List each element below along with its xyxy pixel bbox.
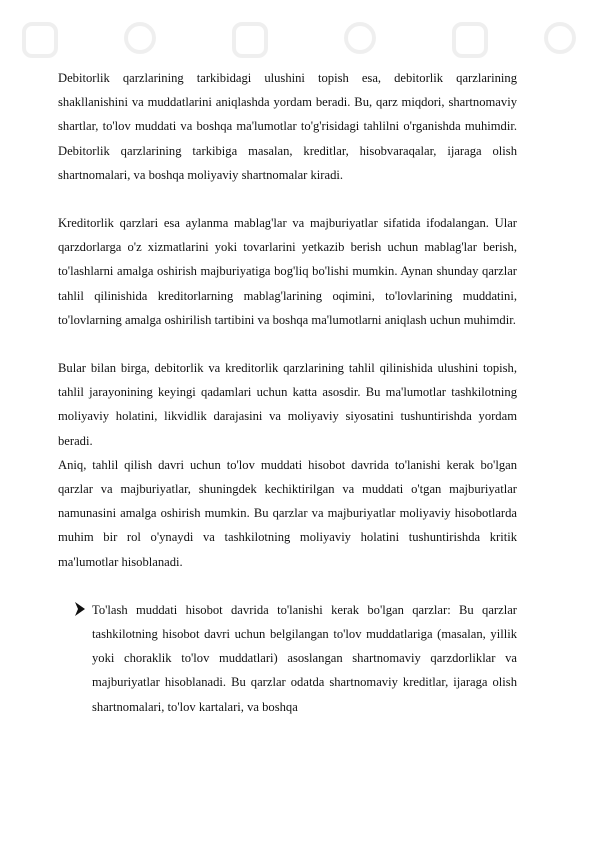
paragraph-ulush: Bular bilan birga, debitorlik va kreditorlik qarzlarining tahlil qilinishida ulushini topish, tahlil jarayonining keyingi qadamlari uchun katta asosdir. Bu ma'lumotlar tashkilotning moliyaviy holatini, likvidlik darajasini va moliyaviy siyosatini tushuntirishda yordam beradi. xyxy=(58,361,517,448)
paragraph-gap xyxy=(58,574,517,598)
faint-logo-watermark-icon xyxy=(340,18,380,58)
paragraph-kreditorlik: Kreditorlik qarzlari esa aylanma mablag'lar va majburiyatlar sifatida ifodalangan. Ular qarzdorlarga o'z xizmatlarini yoki tovarlarini yetkazib berish uchun mablag'lar berish, to'lashlarni amalga oshirish majburiyatiga bog'liq bo'lishi mumkin. Aynan shunday qarzlar tahlil qilinishida kreditorlarning mablag'larining oqimini, to'lovlarining muddatini, to'lovlarning amalga oshirilish tartibini va boshqa ma'lumotlarni aniqlash uchun muhimdir. xyxy=(58,216,517,327)
faint-logo-watermark-icon xyxy=(230,20,270,60)
paragraph-debitorlik: Debitorlik qarzlarining tarkibidagi ulushini topish esa, debitorlik qarzlarining shakllanishini va muddatlarini aniqlashda yordam beradi. Bu, qarz miqdori, shartnomaviy shartlar, to'lov muddati va boshqa ma'lumotlar to'g'risidagi tahlilni o'rganishda muhimdir. Debitorlik qarzlarining tarkibiga masalan, kreditlar, hisobvaraqalar, ijaraga olish shartnomalari, va boshqa moliyaviy shartnomalar kiradi. xyxy=(58,71,517,182)
list-item-text: To'lash muddati hisobot davrida to'lanishi kerak bo'lgan qarzlar: Bu qarzlar tashkilotning hisobot davri uchun belgilangan to'lov muddatlariga (masalan, yillik yoki choraklik to'lov muddatlari) asoslangan shartnomaviy qarzdorliklar va majburiyatlar hisoblanadi. Bu qarzlar odatda shartnomaviy kreditlar, ijaraga olish shartnomalari, to'lov kartalari, va boshqa xyxy=(92,602,517,714)
arrow-bullet-icon xyxy=(73,601,87,617)
document-page xyxy=(58,66,517,719)
list-item xyxy=(58,598,517,719)
faint-logo-watermark-icon xyxy=(120,18,160,58)
faint-logo-watermark-icon xyxy=(20,20,60,60)
faint-logo-watermark-icon xyxy=(450,20,490,60)
paragraph-gap xyxy=(58,332,517,356)
paragraph-gap xyxy=(58,187,517,211)
paragraph-aniq-tahlil: Aniq, tahlil qilish davri uchun to'lov muddati hisobot davrida to'lanishi kerak bo'lgan qarzlar va majburiyatlar, shuningdek kechiktirilgan va muddati o'tgan majburiyatlar namunasini amalga oshirish mumkin. Bu qarzlar va majburiyatlar moliyaviy hisobotlarda muhim bir rol o'ynaydi va tashkilotning moliyaviy holatini tushuntirishda kritik ma'lumotlar hisoblanadi. xyxy=(58,457,517,569)
faint-logo-watermark-icon xyxy=(540,18,580,58)
